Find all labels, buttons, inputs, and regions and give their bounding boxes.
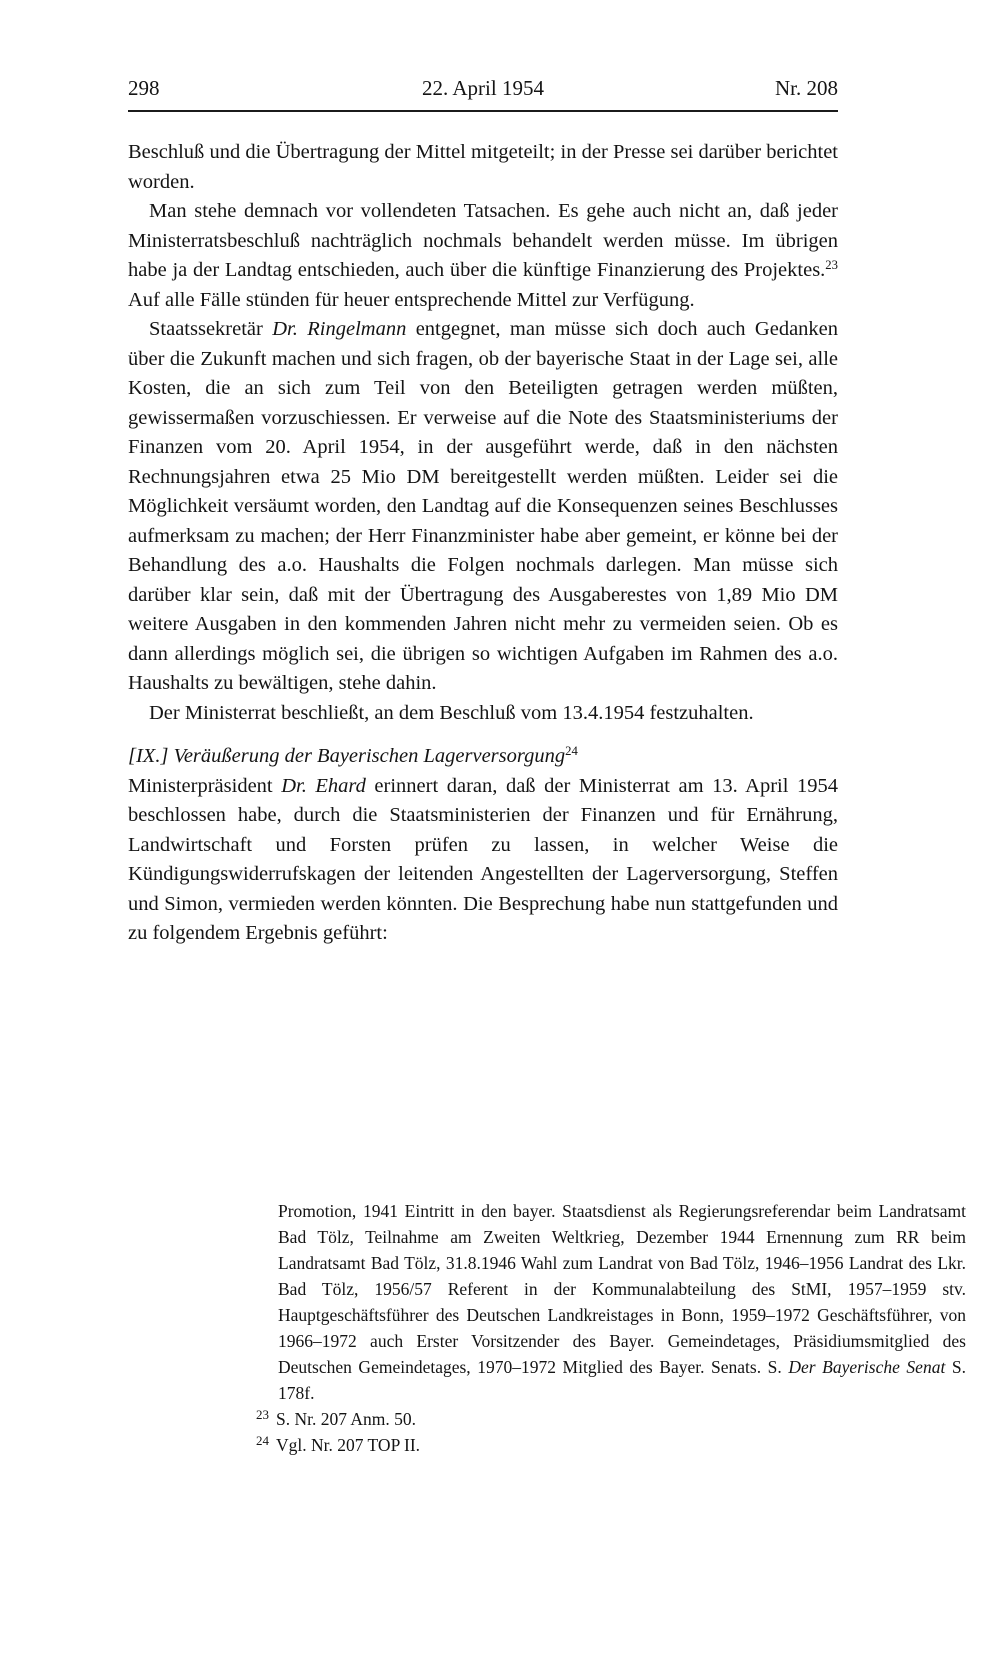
- text-column: [128, 0, 966, 1455]
- footnote-24: [256, 1432, 966, 1458]
- body-paragraph: Ministerpräsident Dr. Ehard erinnert daran, daß der Ministerrat am 13. April 1954 beschlossen habe, durch die Staatsministerien der Finanzen und für Ernährung, Landwirtschaft und Forsten prüfen zu lassen, in welcher Weise die Kündigungswiderrufskagen der leitenden Angestellten der Lagerversorgung, Steffen und Simon, vermieden werden könnten. Die Besprechung habe nun stattgefunden und zu folgendem Ergebnis geführt:: [128, 774, 838, 944]
- body-paragraph: Man stehe demnach vor vollendeten Tatsachen. Es gehe auch nicht an, daß jeder Ministerratsbeschluß nachträglich nochmals behandelt werden müsse. Im übrigen habe ja der Landtag entschieden, auch über die künftige Finanzierung des Projektes.$^{23}$ Auf alle Fälle stünden für heuer entsprechende Mittel zur Verfügung.: [128, 200, 838, 311]
- section-heading: [IX.] Veräußerung der Bayerischen Lagerversorgung$^{24}$: [128, 744, 578, 767]
- footnote-text: Vgl. Nr. 207 TOP II.: [276, 1435, 421, 1455]
- body-paragraph: Der Ministerrat beschließt, an dem Beschluß vom 13.4.1954 festzuhalten.: [149, 701, 754, 724]
- footnote-continuation: Promotion, 1941 Eintritt in den bayer. Staatsdienst als Regierungsreferendar beim Landratsamt Bad Tölz, Teilnahme am Zweiten Weltkrieg, Dezember 1944 Ernennung zum RR beim Landratsamt Bad Tölz, 31.8.1946 Wahl zum Landrat von Bad Tölz, 1946–1956 Landrat des Lkr. Bad Tölz, 1956/57 Referent in der Kommunalabteilung des StMI, 1957–1959 stv. Hauptgeschäftsführer des Deutschen Landkreistages in Bonn, 1959–1972 Geschäftsführer, von 1966–1972 auch Erster Vorsitzender des Bayer. Gemeindetages, Präsidiumsmitglied des Deutschen Gemeindetages, 1970–1972 Mitglied des Bayer. Senats. S. Der Bayerische Senat S. 178f.: [278, 1201, 966, 1403]
- main-text: [128, 112, 838, 949]
- page-header: [128, 0, 838, 100]
- document-number: Nr. 208: [775, 76, 838, 100]
- footnote-23: [256, 1406, 966, 1432]
- header-date: 22. April 1954: [422, 76, 544, 100]
- body-paragraph: Staatssekretär Dr. Ringelmann entgegnet, man müsse sich doch auch Gedanken über die Zukunft machen und sich fragen, ob der bayerische Staat in der Lage sei, alle Kosten, die an sich zum Teil von den Beteiligten getragen werden müßten, gewissermaßen vorzuschiessen. Er verweise auf die Note des Staatsministeriums der Finanzen vom 20. April 1954, in der ausgeführt werde, daß in den nächsten Rechnungsjahren etwa 25 Mio DM bereitgestellt werden müßten. Leider sei die Möglichkeit versäumt worden, den Landtag auf die Konsequenzen seines Beschlusses aufmerksam zu machen; der Herr Finanzminister habe aber gemeint, er könne bei der Behandlung des a.o. Haushalts die Folgen nochmals darlegen. Man müsse sich darüber klar sein, daß mit der Übertragung des Ausgaberestes von 1,89 Mio DM weitere Ausgaben in den kommenden Jahren nicht mehr zu vermeiden seien. Ob es dann allerdings möglich sei, die übrigen so wichtigen Aufgaben im Rahmen des a.o. Haushalts zu bewältigen, stehe dahin.: [128, 318, 839, 694]
- footnotes-block: [256, 1198, 966, 1458]
- page-number: 298: [128, 76, 160, 100]
- body-paragraph: Beschluß und die Übertragung der Mittel mitgeteilt; in der Presse sei darüber berichtet worden.: [128, 141, 838, 193]
- footnote-number: 24: [256, 1433, 269, 1449]
- footnote-text: S. Nr. 207 Anm. 50.: [276, 1409, 417, 1429]
- footnote-number: 23: [256, 1407, 269, 1423]
